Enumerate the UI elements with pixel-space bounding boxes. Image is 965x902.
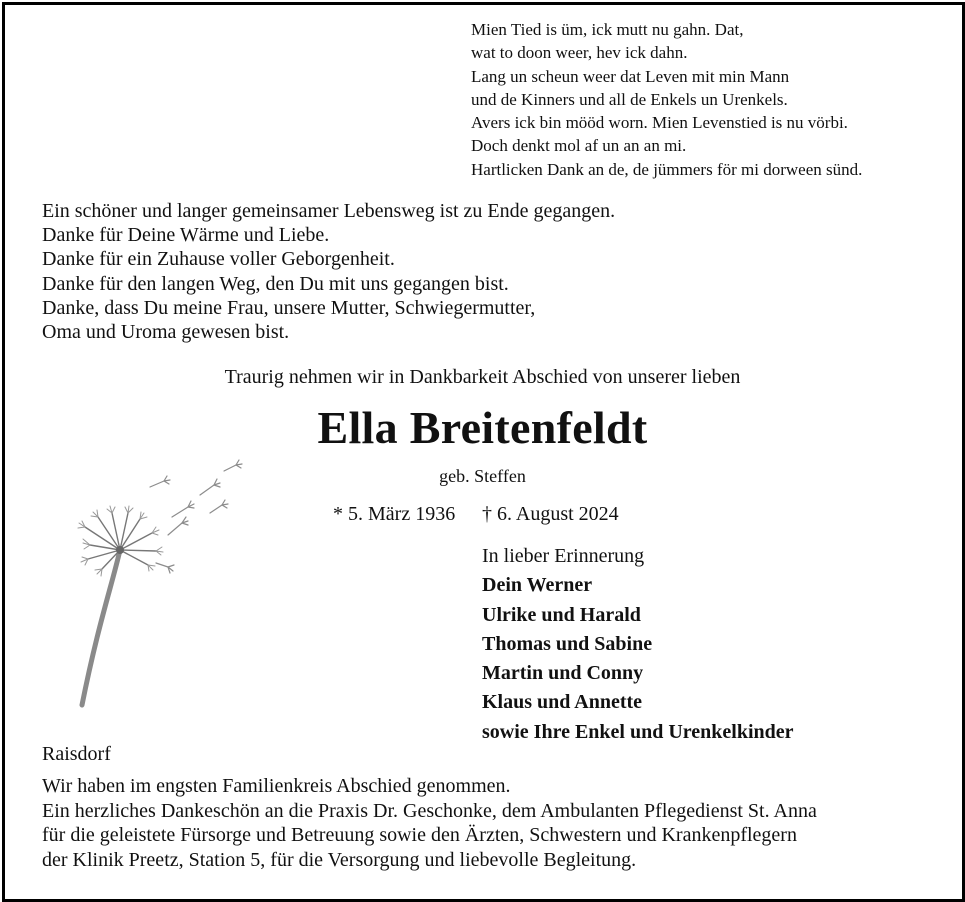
intro-line: Danke für ein Zuhause voller Geborgenheit. xyxy=(42,248,395,271)
intro-line: Danke, dass Du meine Frau, unsere Mutter, Schwiegermutter, xyxy=(42,296,536,319)
mourner-name: Klaus und Annette xyxy=(482,691,643,714)
poem-line: Avers ick bin mööd worn. Mien Levenstied is nu vörbi. xyxy=(471,113,848,133)
mourner-name: sowie Ihre Enkel und Urenkelkinder xyxy=(482,720,794,743)
deceased-name: Ella Breitenfeldt xyxy=(317,402,648,453)
mourner-name: Dein Werner xyxy=(482,574,593,597)
mourners-heading: In lieber Erinnerung xyxy=(482,545,645,567)
closing-line: Wir haben im engsten Familienkreis Abschied genommen. xyxy=(42,775,511,797)
mourner-name: Ulrike und Harald xyxy=(482,603,641,626)
mourners-list xyxy=(482,542,794,747)
intro-text xyxy=(42,199,615,344)
poem xyxy=(471,18,862,181)
closing-line: der Klinik Preetz, Station 5, für die Versorgung und liebevolle Begleitung. xyxy=(42,848,637,871)
intro-line: Danke für den langen Weg, den Du mit uns gegangen bist. xyxy=(42,272,509,295)
maiden-name: geb. Steffen xyxy=(439,466,526,486)
closing-line: für die geleistete Fürsorge und Betreuung sowie den Ärzten, Schwestern und Krankenpflegern xyxy=(42,824,797,846)
birth-date: * 5. März 1936 xyxy=(333,503,456,525)
intro-line: Oma und Uroma gewesen bist. xyxy=(42,321,290,344)
dandelion-icon xyxy=(60,455,260,715)
place-name: Raisdorf xyxy=(42,743,111,765)
lead-text: Traurig nehmen wir in Dankbarkeit Abschied von unserer lieben xyxy=(224,366,741,388)
poem-line: Lang un scheun weer dat Leven mit min Mann xyxy=(471,66,790,86)
poem-line: und de Kinners und all de Enkels un Urenkels. xyxy=(471,89,788,109)
intro-line: Ein schöner und langer gemeinsamer Lebensweg ist zu Ende gegangen. xyxy=(42,200,616,222)
poem-line: Hartlicken Dank an de, de jümmers för mi dorween sünd. xyxy=(471,159,863,179)
poem-line: wat to doon weer, hev ick dahn. xyxy=(471,43,688,63)
death-date: † 6. August 2024 xyxy=(482,503,619,525)
closing-text xyxy=(42,774,817,872)
mourner-name: Martin und Conny xyxy=(482,662,644,685)
intro-line: Danke für Deine Wärme und Liebe. xyxy=(42,224,330,247)
poem-line: Doch denkt mol af un an an mi. xyxy=(471,136,687,156)
poem-line: Mien Tied is üm, ick mutt nu gahn. Dat, xyxy=(471,20,744,39)
closing-line: Ein herzliches Dankeschön an die Praxis Dr. Geschonke, dem Ambulanten Pflegedienst St. Anna xyxy=(42,799,817,822)
mourner-name: Thomas und Sabine xyxy=(482,632,653,655)
